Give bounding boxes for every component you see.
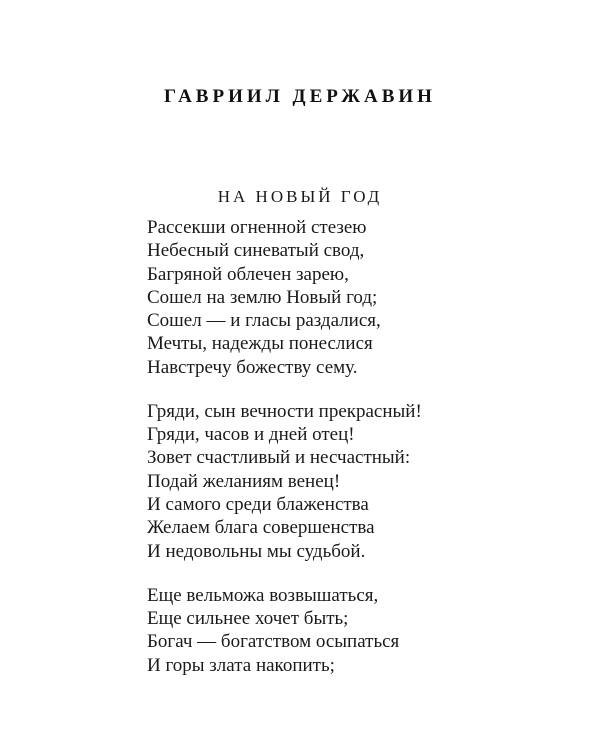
- poem-line: Рассекши огненной стезею: [147, 217, 367, 238]
- poem-line: Багряной облечен зарею,: [147, 263, 349, 285]
- author-name: ГАВРИИЛ ДЕРЖАВИН: [164, 86, 436, 107]
- poem-line: Еще сильнее хочет быть;: [147, 608, 349, 630]
- poem-line: Сошел — и гласы раздалися,: [147, 310, 381, 332]
- poem-body: [147, 216, 567, 698]
- poem-line: Зовет счастливый и несчастный:: [147, 447, 411, 469]
- poem-line: Навстречу божеству сему.: [147, 356, 358, 378]
- poem-line: Мечты, надежды понеслися: [147, 333, 373, 355]
- poem-line: И самого среди блаженства: [147, 494, 369, 516]
- poem-line: Небесный синеватый свод,: [147, 240, 365, 262]
- stanza: [147, 400, 567, 563]
- poem-line: И горы злата накопить;: [147, 654, 335, 676]
- poem-line: Сошел на землю Новый год;: [147, 286, 378, 308]
- poem-line: Гряди, часов и дней отец!: [147, 424, 355, 446]
- poem-line: Гряди, сын вечности прекрасный!: [147, 400, 422, 422]
- poem-line: Подай желаниям венец!: [147, 470, 341, 492]
- poem-line: Богач — богатством осыпаться: [147, 631, 400, 653]
- poem-line: И недовольны мы судьбой.: [147, 540, 366, 562]
- poem-line: Еще вельможа возвышаться,: [147, 584, 379, 606]
- stanza: [147, 584, 567, 677]
- stanza: [147, 216, 567, 379]
- poem-title: НА НОВЫЙ ГОД: [217, 187, 383, 206]
- poem-line: Желаем блага совершенства: [147, 517, 375, 539]
